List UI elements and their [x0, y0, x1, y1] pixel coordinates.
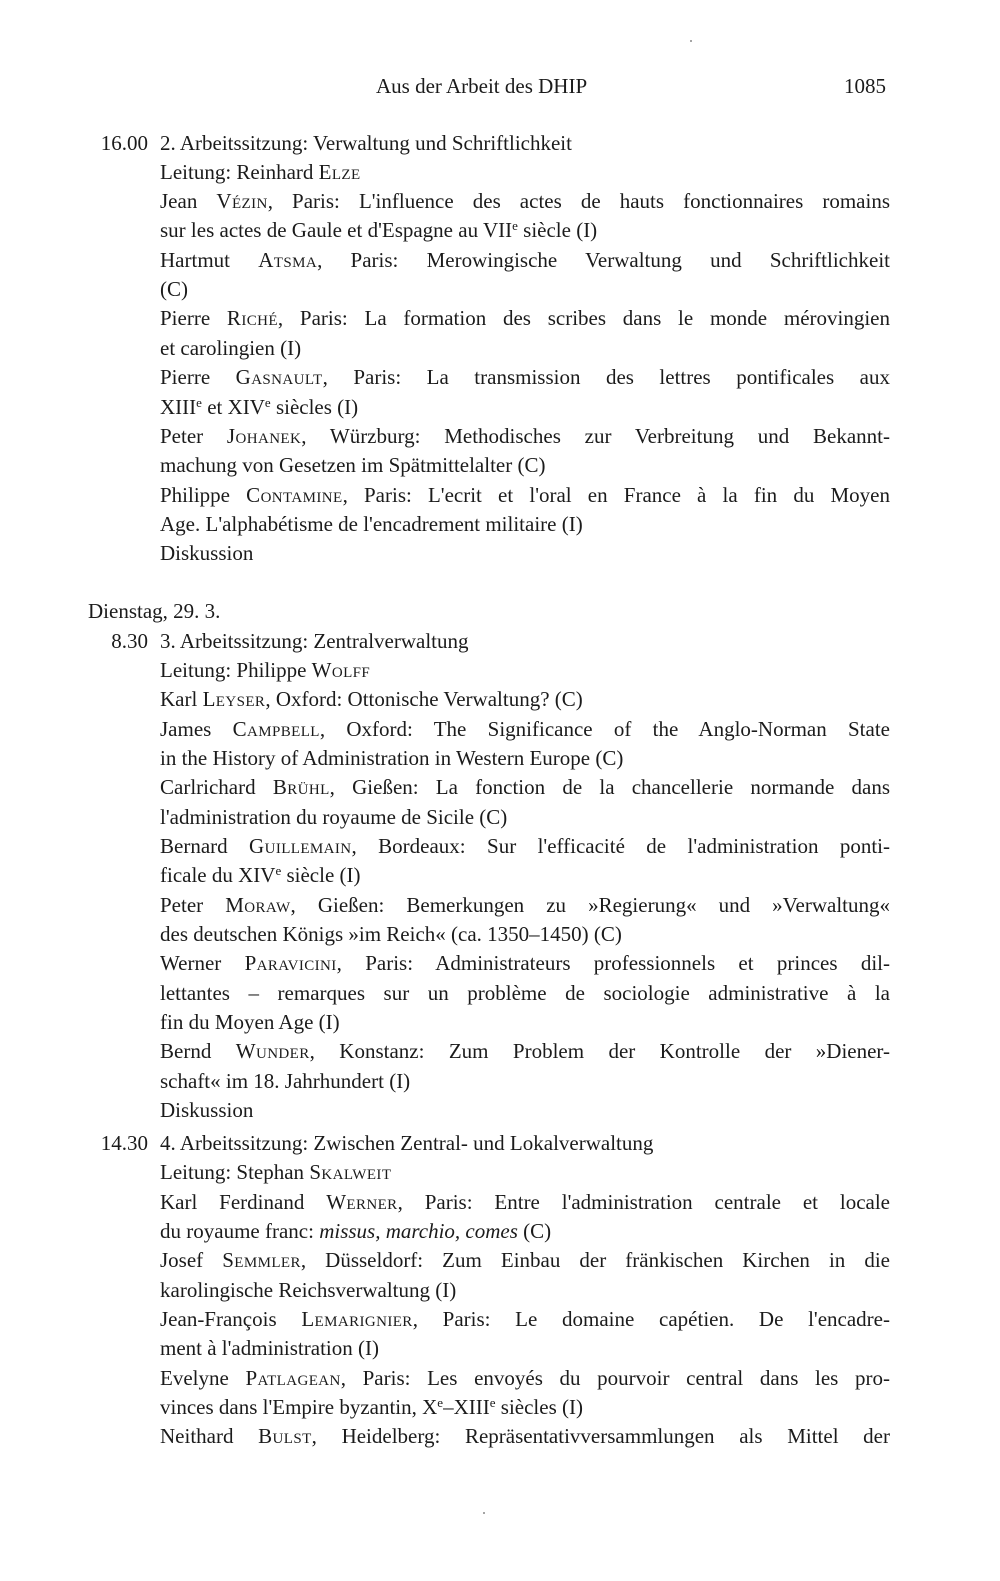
speaker-name: Johanek [226, 424, 302, 448]
talk-entry: Philippe Contamine, Paris: L'ecrit et l'oral en France à la fin du Moyen [160, 483, 890, 507]
talk-entry: Carlrichard Brühl, Gießen: La fonction de la chancellerie normande dans [160, 775, 891, 799]
session-title: 2. Arbeitssitzung: Verwaltung und Schriftlichkeit [160, 131, 572, 155]
speaker-name: Atsma [258, 248, 318, 272]
talk-entry: Bernard Guillemain, Bordeaux: Sur l'efficacité de l'administration ponti- [160, 834, 890, 858]
running-head: Aus der Arbeit des DHIP [376, 74, 588, 98]
session-3-heading [0, 626, 1000, 656]
speaker-name: Bulst [258, 1424, 312, 1448]
page-number: 1085 [844, 74, 886, 98]
session-chair: Leitung: Philippe Wolff [160, 658, 371, 682]
speaker-name: Guillemain [249, 834, 352, 858]
talk-entry: Neithard Bulst, Heidelberg: Repräsentativversammlungen als Mittel der [160, 1424, 890, 1448]
chair-name: Wolff [311, 658, 371, 682]
talk-entry: Bernd Wunder, Konstanz: Zum Problem der Kontrolle der »Diener- [160, 1039, 890, 1063]
talk-entry-cont: des deutschen Königs »im Reich« (ca. 1350–1450) (C) [160, 922, 622, 946]
talk-entry: Jean Vézin, Paris: L'influence des actes de hauts fonctionnaires romains [160, 189, 890, 213]
talk-entry-cont: XIIIe et XIVe siècles (I) [160, 395, 359, 419]
talk-entry: Peter Johanek, Würzburg: Methodisches zur Verbreitung und Bekannt- [160, 424, 890, 448]
chair-name: Elze [318, 160, 361, 184]
session-time: 14.30 [100, 1131, 148, 1155]
day-heading: Dienstag, 29. 3. [88, 599, 221, 623]
talk-entry-cont: in the History of Administration in Western Europe (C) [160, 746, 624, 770]
discussion-label: Diskussion [160, 541, 254, 565]
speaker-name: Gasnault [235, 365, 323, 389]
talk-entry-cont: du royaume franc: missus, marchio, comes (C) [160, 1219, 552, 1243]
talk-entry-cont: lettantes – remarques sur un problème de sociologie administrative à la [160, 981, 890, 1005]
session-4-heading [0, 1128, 1000, 1158]
session-chair: Leitung: Stephan Skalweit [160, 1160, 392, 1184]
discussion-label: Diskussion [160, 1098, 254, 1122]
talk-entry-cont: Age. L'alphabétisme de l'encadrement militaire (I) [160, 512, 583, 536]
speaker-name: Riché [226, 306, 278, 330]
talk-entry-cont: (C) [160, 277, 188, 301]
talk-entry: Pierre Riché, Paris: La formation des scribes dans le monde mérovingien [160, 306, 890, 330]
talk-entry: Pierre Gasnault, Paris: La transmission des lettres pontificales aux [160, 365, 890, 389]
session-time: 8.30 [111, 629, 148, 653]
speaker-name: Semmler [222, 1248, 301, 1272]
talk-entry-cont: fin du Moyen Age (I) [160, 1010, 340, 1034]
talk-entry-cont: schaft« im 18. Jahrhundert (I) [160, 1069, 411, 1093]
talk-entry: Hartmut Atsma, Paris: Merowingische Verwaltung und Schriftlichkeit [160, 248, 890, 272]
talk-entry-cont: l'administration du royaume de Sicile (C) [160, 805, 508, 829]
speaker-name: Wunder [235, 1039, 310, 1063]
speaker-name: Contamine [246, 483, 343, 507]
talk-entry-cont: karolingische Reichsverwaltung (I) [160, 1278, 457, 1302]
talk-entry: Evelyne Patlagean, Paris: Les envoyés du pourvoir central dans les pro- [160, 1366, 890, 1390]
speaker-name: Lemarignier [301, 1307, 413, 1331]
talk-entry: James Campbell, Oxford: The Significance of the Anglo-Norman State [160, 717, 890, 741]
session-title: 3. Arbeitssitzung: Zentralverwaltung [160, 629, 469, 653]
talk-entry: Karl Ferdinand Werner, Paris: Entre l'administration centrale et locale [160, 1190, 890, 1214]
page-header [0, 70, 1000, 104]
talk-entry-cont: sur les actes de Gaule et d'Espagne au VIIe siècle (I) [160, 218, 598, 242]
session-time: 16.00 [100, 131, 148, 155]
speaker-name: Vézin [216, 189, 268, 213]
session-chair: Leitung: Reinhard Elze [160, 160, 361, 184]
speaker-name: Patlagean [245, 1366, 341, 1390]
speaker-name: Werner [326, 1190, 398, 1214]
session-2-heading [0, 128, 1000, 158]
talk-entry-cont: machung von Gesetzen im Spätmittelalter (C) [160, 453, 546, 477]
chair-name: Skalweit [309, 1160, 392, 1184]
talk-entry: Jean-François Lemarignier, Paris: Le domaine capétien. De l'encadre- [160, 1307, 890, 1331]
talk-entry: Josef Semmler, Düsseldorf: Zum Einbau der fränkischen Kirchen in die [160, 1248, 890, 1272]
talk-entry: Peter Moraw, Gießen: Bemerkungen zu »Regierung« und »Verwaltung« [160, 893, 890, 917]
speaker-name: Brühl [272, 775, 330, 799]
session-title: 4. Arbeitssitzung: Zwischen Zentral- und Lokalverwaltung [160, 1131, 654, 1155]
talk-entry-cont: ficale du XIVe siècle (I) [160, 863, 361, 887]
talk-entry: Karl Leyser, Oxford: Ottonische Verwaltung? (C) [160, 687, 583, 711]
talk-entry-cont: et carolingien (I) [160, 336, 302, 360]
talk-entry-cont: vinces dans l'Empire byzantin, Xe–XIIIe siècles (I) [160, 1395, 583, 1419]
talk-entry-cont: ment à l'administration (I) [160, 1336, 379, 1360]
speaker-name: Campbell [232, 717, 320, 741]
talk-entry: Werner Paravicini, Paris: Administrateurs professionnels et princes dil- [160, 951, 890, 975]
speaker-name: Leyser [202, 687, 266, 711]
speaker-name: Paravicini [244, 951, 337, 975]
speaker-name: Moraw [225, 893, 291, 917]
